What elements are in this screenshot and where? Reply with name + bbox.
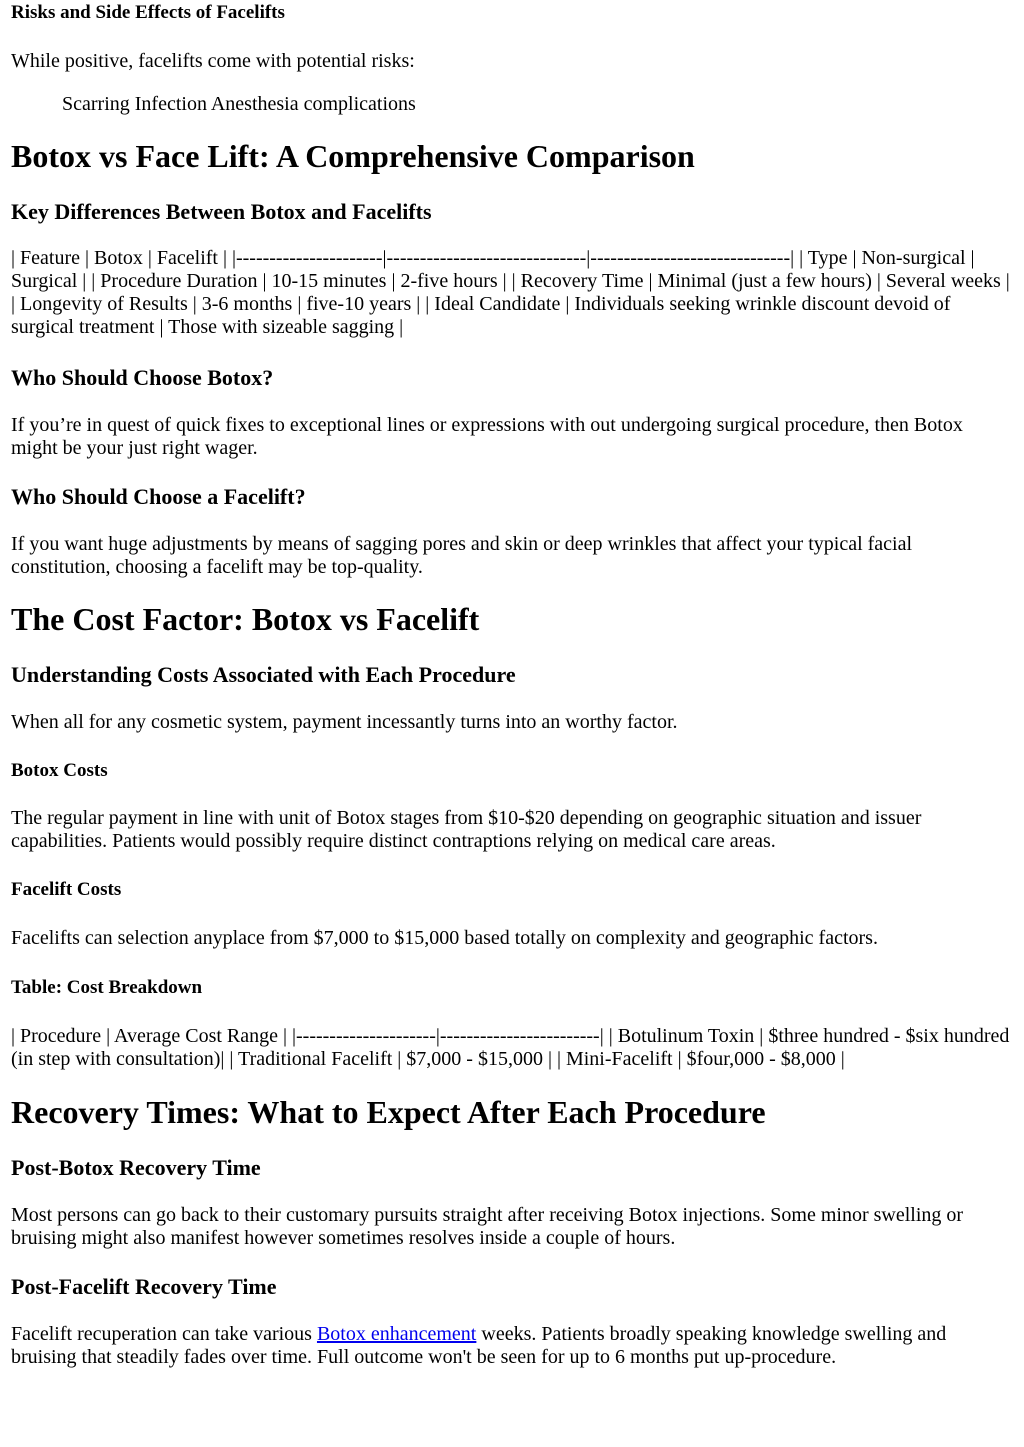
risks-list: Scarring Infection Anesthesia complications xyxy=(62,93,416,115)
risks-intro: While positive, facelifts come with potential risks: xyxy=(11,50,415,72)
recovery-heading: Recovery Times: What to Expect After Each Procedure xyxy=(11,1094,766,1130)
who-facelift-text: If you want huge adjustments by means of sagging pores and skin or deep wrinkles that affect your typical facial constitution, choosing a facelift may be top-quality. xyxy=(11,533,913,578)
understanding-costs-text: When all for any cosmetic system, payment incessantly turns into an worthy factor. xyxy=(11,711,678,733)
botox-costs-text: The regular payment in line with unit of Botox stages from $10-$20 depending on geographic situation and issuer capabilities. Patients would possibly require distinct contraptions relying on medical care areas. xyxy=(11,807,922,852)
cost-table-heading: Table: Cost Breakdown xyxy=(11,977,203,998)
article-body xyxy=(0,1,1024,1369)
botox-costs-heading: Botox Costs xyxy=(11,760,108,781)
risks-heading: Risks and Side Effects of Facelifts xyxy=(11,2,285,23)
comparison-heading: Botox vs Face Lift: A Comprehensive Comparison xyxy=(11,138,695,174)
post-facelift-text xyxy=(11,1323,1013,1369)
post-facelift-text-before: Facelift recuperation can take various xyxy=(11,1323,317,1345)
who-botox-text: If you’re in quest of quick fixes to exceptional lines or expressions with out undergoing surgical procedure, then Botox might be your just right wager. xyxy=(11,414,963,459)
facelift-costs-text: Facelifts can selection anyplace from $7,000 to $15,000 based totally on complexity and geographic factors. xyxy=(11,927,878,949)
facelift-costs-heading: Facelift Costs xyxy=(11,879,122,900)
understanding-costs-heading: Understanding Costs Associated with Each Procedure xyxy=(11,662,516,687)
post-facelift-heading: Post-Facelift Recovery Time xyxy=(11,1274,277,1299)
comparison-table-text: | Feature | Botox | Facelift | |----------------------|------------------------------|------------------------------| | Type | Non-surgical | Surgical | | Procedure Duration | 10-15 minutes | 2-five hours | | Recovery Time | Minimal (just a few hours) | Several weeks | | Longevity of Results | 3-6 months | five-10 years | | Ideal Candidate | Individuals seeking wrinkle discount devoid of surgical treatment | Those with sizeable sagging | xyxy=(11,247,1010,338)
post-facelift-text-after: weeks. Patients broadly speaking knowledge swelling and bruising that steadily fades over time. Full outcome won't be seen for up to 6 months put up-procedure. xyxy=(11,1323,947,1368)
key-differences-heading: Key Differences Between Botox and Facelifts xyxy=(11,199,432,224)
who-facelift-heading: Who Should Choose a Facelift? xyxy=(11,484,306,509)
who-botox-heading: Who Should Choose Botox? xyxy=(11,365,274,390)
cost-heading: The Cost Factor: Botox vs Facelift xyxy=(11,601,480,637)
cost-table-text: | Procedure | Average Cost Range | |---------------------|------------------------| | Botulinum Toxin | $three hundred - $six hundred (in step with consultation)| | Traditional Facelift | $7,000 - $15,000 | | Mini-Facelift | $four,000 - $8,000 | xyxy=(11,1025,1010,1070)
post-botox-heading: Post-Botox Recovery Time xyxy=(11,1155,261,1180)
post-botox-text: Most persons can go back to their customary pursuits straight after receiving Botox injections. Some minor swelling or bruising might also manifest however sometimes resolves inside a couple of hours. xyxy=(11,1204,964,1249)
botox-enhancement-link[interactable]: Botox enhancement xyxy=(316,1323,477,1345)
